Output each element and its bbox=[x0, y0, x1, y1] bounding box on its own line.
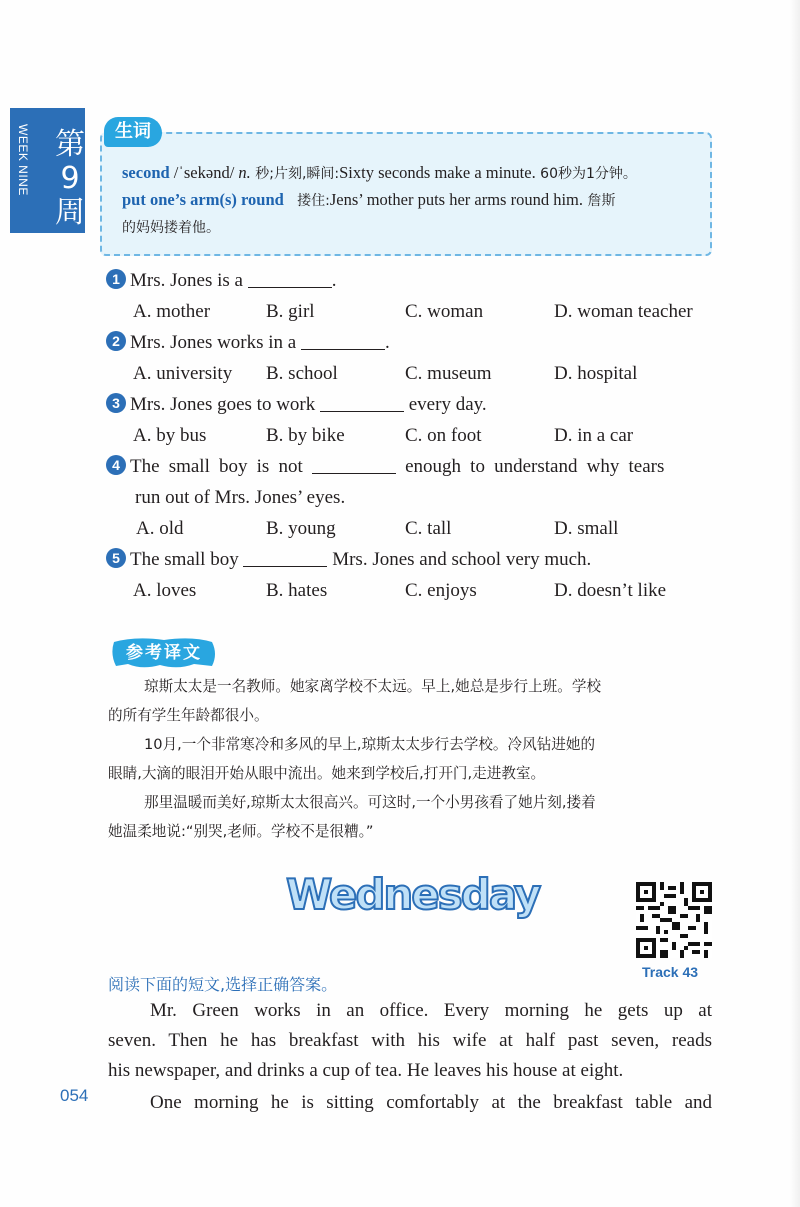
question-number: 4 bbox=[106, 455, 126, 475]
track-label: Track 43 bbox=[642, 964, 699, 980]
vocab-example-cn-cont: 的妈妈搂着他。 bbox=[122, 220, 220, 236]
question-stem: Mrs. Jones goes to work bbox=[130, 394, 316, 415]
question-3 bbox=[106, 392, 487, 418]
instruction: 阅读下面的短文,选择正确答案。 bbox=[108, 975, 338, 994]
translation-badge-label: 参考译文 bbox=[126, 643, 202, 663]
vocab-entry-arm-round bbox=[122, 187, 615, 214]
week-tab bbox=[10, 108, 85, 233]
week-label-en: WEEK NINE bbox=[16, 124, 30, 196]
question-stem: The small boy bbox=[130, 549, 239, 570]
passage-line: One morning he is sitting comfortably at the breakfast table and bbox=[150, 1092, 712, 1113]
question-stem-end: every day. bbox=[408, 394, 487, 415]
option-a: A. by bus bbox=[133, 425, 207, 446]
question-stem-end: . bbox=[385, 332, 390, 353]
vocab-entry-continued bbox=[122, 214, 220, 241]
option-b: B. young bbox=[266, 518, 336, 539]
translation-line: 10月,一个非常寒冷和多风的早上,琼斯太太步行去学校。冷风钻进她的 bbox=[144, 736, 596, 753]
qr-code-graphic bbox=[636, 882, 712, 958]
vocab-example-en: Jens’ mother puts her arms round him. bbox=[329, 190, 583, 209]
option-d: D. woman teacher bbox=[554, 301, 693, 322]
passage-line: Mr. Green works in an office. Every morning he gets up at bbox=[150, 1000, 712, 1021]
option-d: D. hospital bbox=[554, 363, 638, 384]
passage-line: his newspaper, and drinks a cup of tea. He leaves his house at eight. bbox=[108, 1060, 624, 1081]
answer-blank bbox=[312, 455, 396, 474]
translation-line: 她温柔地说:“别哭,老师。学校不是很糟。” bbox=[108, 823, 374, 840]
page-edge-shadow bbox=[790, 0, 800, 1207]
option-c: C. woman bbox=[405, 301, 484, 322]
option-d: D. small bbox=[554, 518, 619, 539]
answer-blank bbox=[301, 331, 385, 350]
vocab-badge-label: 生词 bbox=[104, 117, 162, 147]
question-5 bbox=[106, 547, 591, 573]
option-a: A. old bbox=[136, 518, 184, 539]
option-c: C. tall bbox=[405, 518, 452, 539]
day-title: Wednesday bbox=[286, 870, 540, 919]
vocab-pos: n. bbox=[238, 163, 251, 182]
question-stem-end: . bbox=[331, 270, 337, 291]
question-stem: The small boy is not bbox=[130, 456, 303, 477]
question-stem-end: Mrs. Jones and school very much. bbox=[332, 549, 592, 570]
vocab-badge bbox=[104, 117, 162, 147]
answer-blank bbox=[320, 393, 404, 412]
vocab-cn-def: 搂住: bbox=[283, 193, 330, 209]
question-4 bbox=[106, 454, 712, 480]
question-stem-end: enough to understand why tears bbox=[405, 456, 665, 477]
vocab-word: put one’s arm(s) round bbox=[122, 190, 284, 209]
option-b: B. girl bbox=[266, 301, 315, 322]
vocab-word: second bbox=[122, 163, 170, 182]
vocab-entry-second bbox=[122, 160, 637, 187]
question-number: 5 bbox=[106, 548, 126, 568]
answer-blank bbox=[243, 548, 327, 567]
option-a: A. loves bbox=[133, 580, 197, 601]
question-4-line-2: run out of Mrs. Jones’ eyes. bbox=[135, 487, 346, 508]
option-c: C. on foot bbox=[405, 425, 482, 446]
translation-badge bbox=[108, 636, 220, 672]
passage-line: seven. Then he has breakfast with his wife at half past seven, reads bbox=[108, 1030, 712, 1051]
qr-code-icon[interactable] bbox=[636, 882, 712, 958]
option-c: C. museum bbox=[405, 363, 492, 384]
vocab-cn-def: 秒;片刻,瞬间: bbox=[250, 166, 340, 182]
question-1 bbox=[106, 268, 336, 294]
option-b: B. hates bbox=[266, 580, 328, 601]
question-stem: Mrs. Jones is a bbox=[130, 270, 243, 291]
option-a: A. mother bbox=[133, 301, 211, 322]
vocab-example-cn: 詹斯 bbox=[583, 193, 616, 209]
translation-line: 眼睛,大滴的眼泪开始从眼中流出。她来到学校后,打开门,走进教室。 bbox=[108, 765, 546, 782]
translation-line: 的所有学生年龄都很小。 bbox=[108, 707, 269, 724]
vocab-phonetic: /ˈsekənd/ bbox=[169, 163, 239, 182]
page-number: 054 bbox=[60, 1086, 89, 1105]
option-b: B. school bbox=[266, 363, 338, 384]
translation-line: 那里温暖而美好,琼斯太太很高兴。可这时,一个小男孩看了她片刻,搂着 bbox=[144, 794, 596, 811]
week-label-cn: 第9周 bbox=[55, 127, 85, 230]
question-stem: Mrs. Jones works in a bbox=[130, 332, 297, 353]
question-number: 2 bbox=[106, 331, 126, 351]
option-a: A. university bbox=[133, 363, 233, 384]
option-c: C. enjoys bbox=[405, 580, 477, 601]
question-2 bbox=[106, 330, 390, 356]
vocab-example-en: Sixty seconds make a minute. bbox=[339, 163, 536, 182]
vocab-example-cn: 60秒为1分钟。 bbox=[535, 166, 637, 182]
translation-line: 琼斯太太是一名教师。她家离学校不太远。早上,她总是步行上班。学校 bbox=[144, 678, 602, 695]
option-d: D. doesn’t like bbox=[554, 580, 667, 601]
option-d: D. in a car bbox=[554, 425, 634, 446]
question-number: 3 bbox=[106, 393, 126, 413]
question-number: 1 bbox=[106, 269, 126, 289]
answer-blank bbox=[248, 269, 332, 288]
option-b: B. by bike bbox=[266, 425, 345, 446]
